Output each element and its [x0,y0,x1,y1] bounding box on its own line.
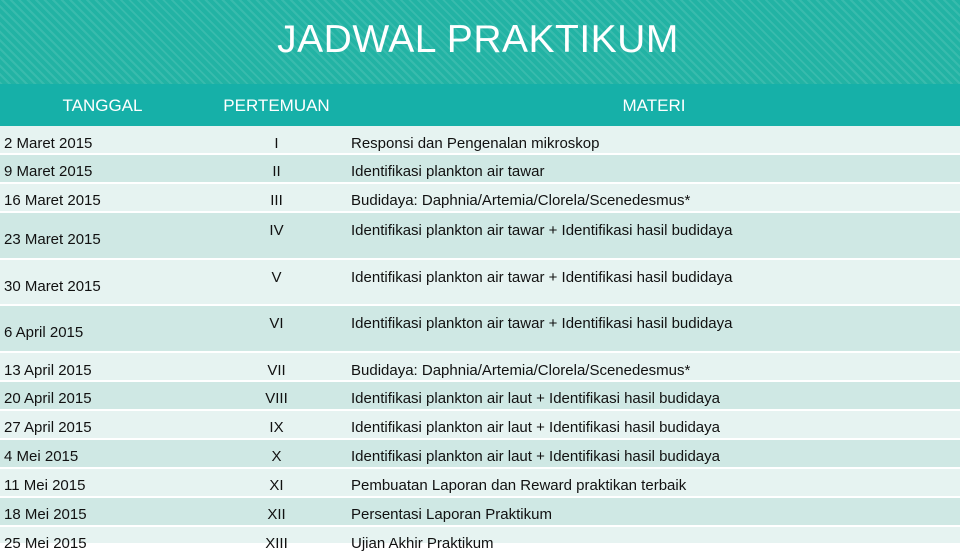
row-date: 25 Mei 2015 [4,535,87,552]
row-material: Identifikasi plankton air tawar + Identifikasi hasil budidaya [351,222,733,239]
row-session: IX [269,419,284,436]
row-date: 2 Maret 2015 [4,135,93,152]
row-session: I [274,135,279,152]
row-material: Responsi dan Pengenalan mikroskop [351,135,600,152]
table-row [0,213,960,260]
row-date: 20 April 2015 [4,390,92,407]
row-session: V [271,269,282,286]
row-material: Identifikasi plankton air laut + Identifikasi hasil budidaya [351,448,720,465]
row-session: VI [269,315,284,332]
table-row [0,411,960,440]
row-date: 18 Mei 2015 [4,506,87,523]
table-row [0,498,960,527]
row-material: Identifikasi plankton air laut + Identifikasi hasil budidaya [351,390,720,407]
row-date: 11 Mei 2015 [4,477,86,494]
row-material: Identifikasi plankton air tawar + Identifikasi hasil budidaya [351,269,733,286]
table-row [0,353,960,382]
table-row [0,440,960,469]
row-material: Budidaya: Daphnia/Artemia/Clorela/Scenedesmus* [351,192,691,209]
row-session: II [272,163,281,180]
row-material: Persentasi Laporan Praktikum [351,506,552,523]
row-material: Ujian Akhir Praktikum [351,535,494,552]
row-material: Pembuatan Laporan dan Reward praktikan terbaik [351,477,687,494]
row-date: 16 Maret 2015 [4,192,101,209]
row-date: 4 Mei 2015 [4,448,79,465]
row-session: X [271,448,282,465]
row-material: Budidaya: Daphnia/Artemia/Clorela/Scenedesmus* [351,362,691,379]
row-material: Identifikasi plankton air tawar [351,163,545,180]
row-date: 6 April 2015 [4,324,84,341]
table-row [0,184,960,213]
table-row [0,126,960,155]
table-row [0,155,960,184]
page-title: JADWAL PRAKTIKUM [277,18,679,61]
row-material: Identifikasi plankton air tawar + Identifikasi hasil budidaya [351,315,733,332]
row-session: XI [269,477,284,494]
row-date: 30 Maret 2015 [4,278,101,295]
row-date: 9 Maret 2015 [4,163,93,180]
table-row [0,306,960,353]
column-header-session: PERTEMUAN [223,96,330,115]
row-session: VIII [265,390,288,407]
row-session: VII [267,362,286,379]
row-date: 23 Maret 2015 [4,231,101,248]
table-row [0,469,960,498]
row-session: XIII [265,535,288,552]
column-header-date: TANGGAL [62,96,143,115]
row-session: III [270,192,283,209]
table-row [0,260,960,306]
table-row [0,527,960,552]
schedule-table-body [0,126,960,552]
column-header-material: MATERI [622,96,686,115]
row-date: 27 April 2015 [4,419,92,436]
row-date: 13 April 2015 [4,362,92,379]
row-session: IV [269,222,284,239]
row-session: XII [267,506,286,523]
table-header [0,84,960,126]
table-row [0,382,960,411]
row-material: Identifikasi plankton air laut + Identifikasi hasil budidaya [351,419,720,436]
